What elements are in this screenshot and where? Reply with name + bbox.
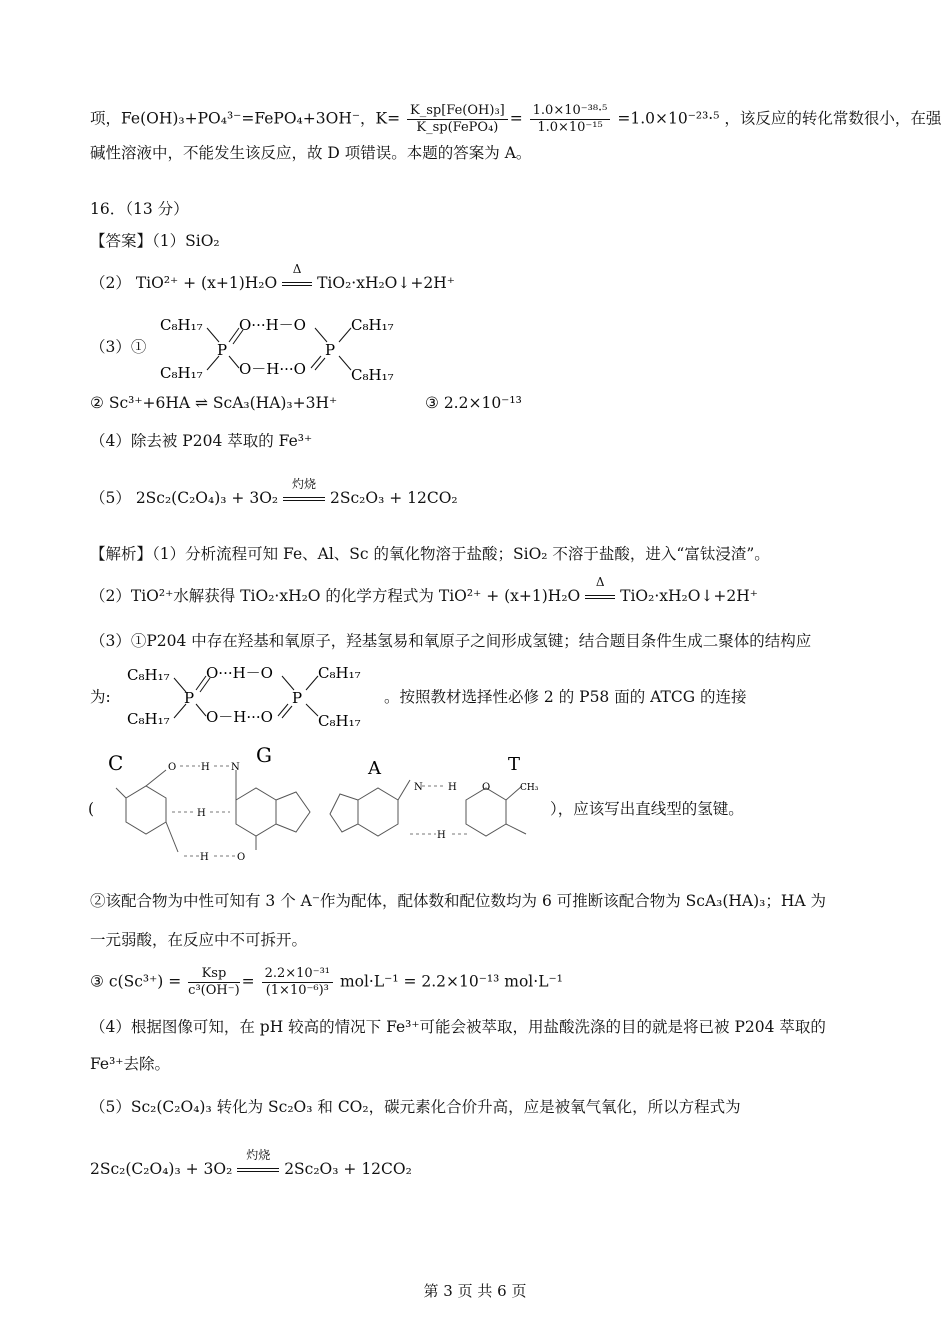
analysis-4-b: Fe³⁺去除。 [90, 1055, 170, 1073]
dna-label-c: C [108, 751, 124, 775]
answer-2-cond-text: Δ [292, 262, 302, 276]
dna-n-2: N [414, 782, 423, 793]
answer-5-condition [283, 477, 325, 509]
analysis-3-c1: ②该配合物为中性可知有 3 个 A⁻作为配体，配体数和配位数均为 6 可推断该配合物为 ScA₃(HA)₃；HA 为 [90, 892, 827, 910]
dimer2-bottom-bond: O－H···O [206, 708, 273, 726]
analysis-3-d: ③ c(Sc³⁺) = $\frac{\text{Ksp}}{\text{c³(OH⁻)}}$ = $\frac{\text{2.2×10⁻³¹}}{\text{(1×10⁻⁶)³}}$ mol·L⁻¹ = 2.2×10⁻¹³ mol·L⁻¹ [90, 966, 563, 998]
k-prefix: 项，Fe(OH)₃+PO₄³⁻=FePO₄+3OH⁻，K= [90, 109, 401, 128]
numeric-numerator: 2.2×10⁻³¹ [262, 966, 333, 983]
dna-h-3: H [200, 852, 209, 863]
dimer-r4: C₈H₁₇ [351, 366, 394, 384]
dimer2-p-left: P [184, 689, 195, 707]
text-line-2: 碱性溶液中，不能发生该反应，故 D 项错误。本题的答案为 A。 [90, 144, 532, 162]
dna-h-1: H [201, 762, 210, 773]
analysis-3-b-suffix: 。按照教材选择性必修 2 的 P58 面的 ATCG 的连接 [384, 688, 747, 706]
dna-base-pairs-figure [96, 740, 556, 880]
analysis-2-right: TiO₂·xH₂O↓+2H⁺ [620, 587, 758, 605]
answer-5-cond-text: 灼烧 [292, 477, 317, 491]
dna-suffix: ），应该写出直线型的氢键。 [550, 800, 744, 818]
analysis-1: 【解析】（1）分析流程可知 Fe、Al、Sc 的氧化物溶于盐酸；SiO₂ 不溶于盐酸，进入“富钛浸渣”。 [90, 545, 770, 563]
k-suffix: ，该反应的转化常数很小，在强 [724, 109, 942, 128]
analysis-3-d-label: ③ [90, 972, 104, 991]
dna-o-2: O [237, 852, 246, 863]
dimer2-r4: C₈H₁₇ [318, 712, 361, 730]
dna-o-3: O [482, 782, 491, 793]
answer-2-left: TiO²⁺ + (x+1)H₂O [135, 274, 278, 292]
analysis-2-left: TiO²⁺ + (x+1)H₂O [438, 587, 581, 605]
ksp-over-oh-fraction [188, 966, 240, 999]
dna-label-a: A [368, 758, 381, 779]
answer-5-label: （5） [90, 489, 131, 507]
analysis-4-a: （4）根据图像可知，在 pH 较高的情况下 Fe³⁺可能会被萃取，用盐酸洗涤的目的就是将已被 P204 萃取的 [90, 1018, 826, 1036]
dimer2-r3: C₈H₁₇ [318, 664, 361, 682]
dimer2-r2: C₈H₁₇ [127, 710, 170, 728]
dna-ch3: CH₃ [520, 783, 539, 793]
dna-o-1: O [168, 762, 177, 773]
answer-1: 【答案】（1）SiO₂ [90, 232, 220, 250]
dna-n-1: N [231, 762, 240, 773]
answer-2-right: TiO₂·xH₂O↓+2H⁺ [317, 274, 455, 292]
analysis-5-a: （5）Sc₂(C₂O₄)₃ 转化为 Sc₂O₃ 和 CO₂，碳元素化合价升高，应是被氧气氧化，所以方程式为 [90, 1098, 741, 1116]
analysis-3-b-prefix: 为: [90, 688, 111, 706]
value-numerator: 1.0×10⁻³⁸·⁵ [530, 103, 611, 120]
dna-label-t: T [508, 754, 521, 775]
ksp-numerator: K_sp[Fe(OH)₃] [407, 103, 508, 120]
dimer-top-bond: O···H－O [239, 316, 306, 334]
dimer-r3: C₈H₁₇ [351, 316, 394, 334]
dna-h-2: H [197, 808, 206, 819]
analysis-2-cond-text: Δ [595, 575, 605, 589]
page-footer: 第 3 页 共 6 页 [423, 1282, 527, 1300]
answer-3-label: （3）① [90, 338, 147, 356]
dimer-structure-answer [155, 308, 415, 386]
dimer-r1: C₈H₁₇ [160, 316, 203, 334]
analysis-5-right: 2Sc₂O₃ + 12CO₂ [284, 1160, 412, 1178]
answer-3-3: ③ 2.2×10⁻¹³ [425, 394, 522, 412]
analysis-3-d-rhs: mol·L⁻¹ = 2.2×10⁻¹³ mol·L⁻¹ [339, 972, 563, 991]
analysis-2 [90, 575, 758, 607]
dna-h-4: H [448, 782, 457, 793]
ksp-over-oh-numerator: Ksp [188, 966, 240, 983]
answer-5-left: 2Sc₂(C₂O₄)₃ + 3O₂ [135, 489, 279, 507]
analysis-3-c2: 一元弱酸，在反应中不可拆开。 [90, 931, 308, 949]
answer-5 [90, 477, 458, 509]
dimer-p-left: P [217, 341, 228, 359]
analysis-2-condition [585, 575, 615, 607]
ksp-over-oh-denominator: c³(OH⁻) [188, 983, 240, 998]
analysis-5-cond-text: 灼烧 [246, 1148, 271, 1162]
analysis-5-b [90, 1148, 412, 1180]
analysis-3-a: （3）①P204 中存在羟基和氧原子，羟基氢易和氧原子之间形成氢键；结合题目条件生成二聚体的结构应 [90, 632, 812, 650]
numeric-denominator: (1×10⁻⁶)³ [265, 983, 329, 998]
text-line-k-expression: 项，Fe(OH)₃+PO₄³⁻=FePO₄+3OH⁻，K= $\frac{\text{K\_sp[Fe(OH)₃]}}{\text{K\_sp(FePO₄)}}$ = $\frac{\text{1.0×10⁻³⁸·⁵}}{\text{1.0×10⁻¹⁵}}$ =1.0×10⁻²³·⁵ ，该反应的转化常数很小，在强 [90, 103, 942, 135]
dimer-r2: C₈H₁₇ [160, 364, 203, 382]
answer-4: （4）除去被 P204 萃取的 Fe³⁺ [90, 432, 313, 450]
dna-label-g: G [256, 743, 272, 767]
dna-h-5: H [437, 830, 446, 841]
dna-open-paren: ( [88, 800, 95, 818]
dimer2-r1: C₈H₁₇ [127, 666, 170, 684]
analysis-2-text: （2）TiO²⁺水解获得 TiO₂·xH₂O 的化学方程式为 [90, 587, 434, 605]
answer-2-label: （2） [90, 274, 131, 292]
analysis-5-left: 2Sc₂(C₂O₄)₃ + 3O₂ [90, 1160, 233, 1178]
k-fraction-ksp [407, 103, 508, 136]
dimer-structure-analysis [122, 658, 382, 736]
dimer-p-right: P [325, 341, 336, 359]
question-header: 16．（13 分） [90, 200, 189, 218]
k-fraction-values [530, 103, 611, 136]
analysis-3-d-lhs: c(Sc³⁺) = [108, 972, 182, 991]
answer-3-2: ② Sc³⁺+6HA ⇌ ScA₃(HA)₃+3H⁺ [90, 394, 338, 412]
answer-2 [90, 262, 455, 294]
analysis-5-condition [237, 1148, 279, 1180]
numeric-fraction [262, 966, 333, 999]
dimer2-p-right: P [292, 689, 303, 707]
dimer2-top-bond: O···H－O [206, 664, 273, 682]
answer-2-condition [282, 262, 312, 294]
k-result: =1.0×10⁻²³·⁵ [617, 109, 720, 128]
answer-5-right: 2Sc₂O₃ + 12CO₂ [330, 489, 458, 507]
dimer-bottom-bond: O－H···O [239, 360, 306, 378]
value-denominator: 1.0×10⁻¹⁵ [537, 120, 603, 135]
ksp-denominator: K_sp(FePO₄) [416, 120, 499, 135]
